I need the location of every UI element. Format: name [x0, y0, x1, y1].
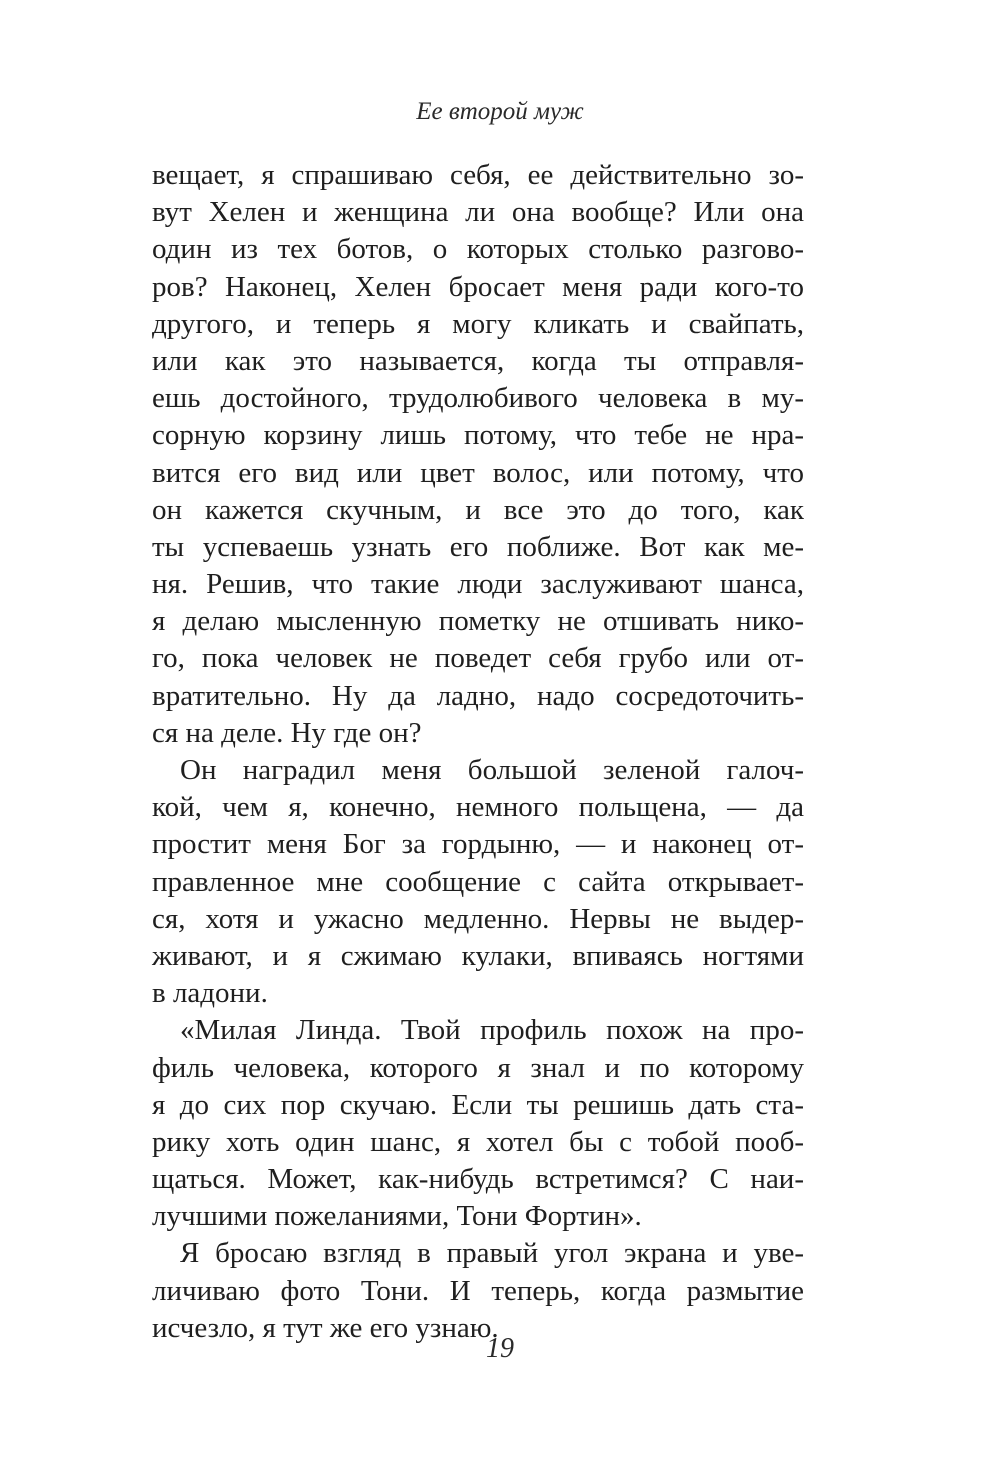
text-line: другого, и теперь я могу кликать и свайпать,	[152, 307, 804, 340]
text-line: я до сих пор скучаю. Если ты решишь дать ста-	[152, 1088, 804, 1121]
body-text	[152, 157, 804, 1347]
text-line: ся на деле. Ну где он?	[152, 716, 422, 749]
text-line: живают, и я сжимаю кулаки, впиваясь ногтями	[152, 939, 804, 972]
text-line: в ладони.	[152, 977, 268, 1010]
text-line: или как это называется, когда ты отправля-	[152, 344, 804, 377]
paragraph-first-line: Он наградил меня большой зеленой галоч-	[180, 754, 804, 786]
page-number: 19	[486, 1333, 514, 1364]
paragraph-first-line: «Милая Линда. Твой профиль похож на про-	[180, 1014, 804, 1047]
text-line: исчезло, я тут же его узнаю.	[152, 1311, 499, 1344]
text-line: ня. Решив, что такие люди заслуживают шанса,	[152, 568, 804, 601]
text-line: простит меня Бог за гордыню, — и наконец от-	[152, 828, 804, 861]
text-line: вратительно. Ну да ладно, надо сосредоточить-	[152, 679, 804, 712]
running-title: Ее второй муж	[416, 98, 584, 125]
text-line: рику хоть один шанс, я хотел бы с тобой пооб-	[152, 1125, 804, 1158]
text-line: го, пока человек не поведет себя грубо или от-	[152, 642, 804, 675]
text-line: вится его вид или цвет волос, или потому, что	[152, 456, 804, 489]
text-line: ты успеваешь узнать его поближе. Вот как ме-	[152, 530, 804, 563]
text-line: щаться. Может, как-нибудь встретимся? С наи-	[152, 1163, 804, 1196]
text-line: кой, чем я, конечно, немного польщена, — да	[152, 791, 804, 824]
text-line: сорную корзину лишь потому, что тебе не нра-	[152, 419, 804, 452]
text-line: ров? Наконец, Хелен бросает меня ради кого-то	[152, 270, 804, 303]
text-line: он кажется скучным, и все это до того, как	[152, 493, 804, 526]
text-line: лучшими пожеланиями, Тони Фортин».	[152, 1200, 642, 1233]
text-line: ешь достойного, трудолюбивого человека в му-	[152, 382, 804, 415]
text-line: я делаю мысленную пометку не отшивать нико-	[152, 605, 804, 638]
text-line: вещает, я спрашиваю себя, ее действительно зо-	[152, 159, 804, 191]
text-line: ся, хотя и ужасно медленно. Нервы не выдер-	[152, 902, 804, 935]
text-line: правленное мне сообщение с сайта открывает-	[152, 865, 804, 898]
paragraph-first-line: Я бросаю взгляд в правый угол экрана и уве-	[180, 1237, 804, 1270]
text-line: филь человека, которого я знал и по которому	[152, 1051, 804, 1084]
text-line: вут Хелен и женщина ли она вообще? Или она	[152, 196, 804, 229]
text-line: личиваю фото Тони. И теперь, когда размытие	[152, 1274, 804, 1307]
text-line: один из тех ботов, о которых столько разгово-	[152, 233, 804, 266]
